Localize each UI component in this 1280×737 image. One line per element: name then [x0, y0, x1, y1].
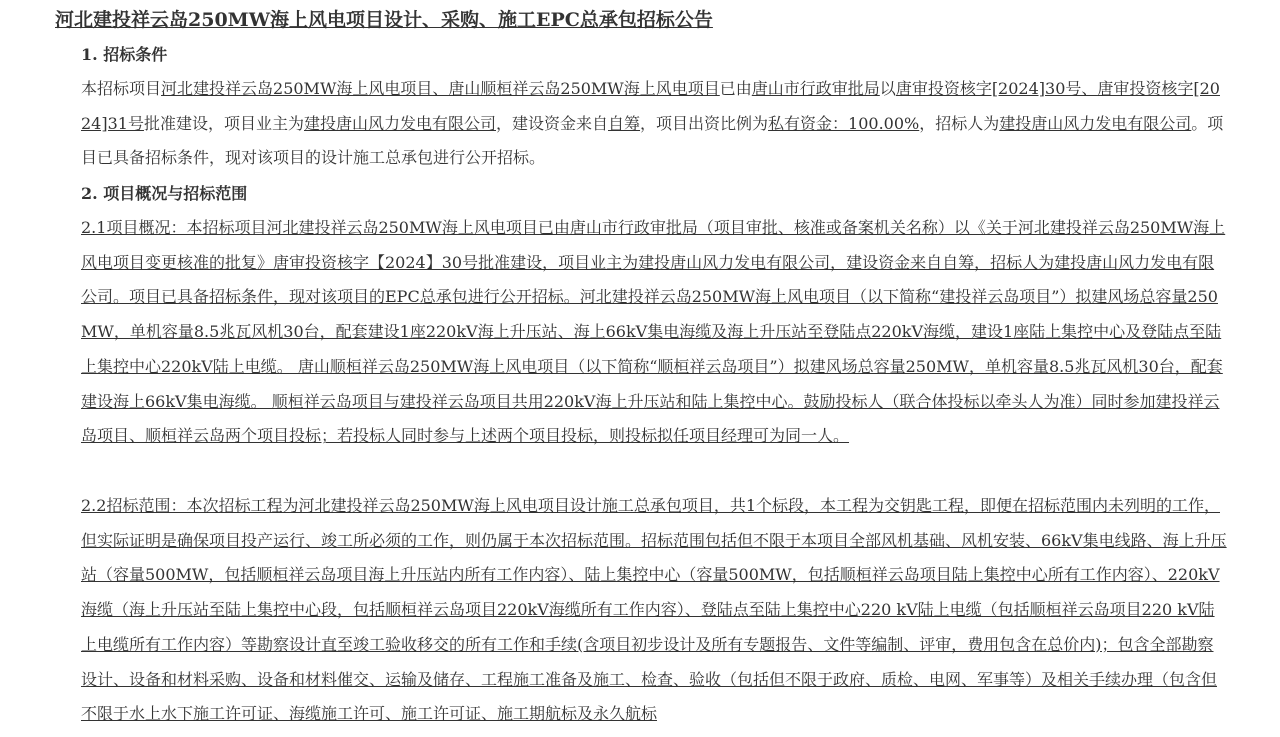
section-1-heading: 1. 招标条件 — [81, 45, 168, 64]
project-name-link: 河北建投祥云岛250MW海上风电项目、唐山顺桓祥云岛250MW海上风电项目 — [161, 79, 720, 98]
funding-source: 自筹 — [608, 113, 641, 133]
page-title: 河北建投祥云岛250MW海上风电项目设计、采购、施工EPC总承包招标公告 — [55, 9, 713, 31]
segment-text: 批准建设，项目业主为 — [143, 113, 304, 133]
segment-text: 以 — [879, 79, 896, 98]
section-2-heading: 2. 项目概况与招标范围 — [81, 184, 248, 203]
segment-text: ，招标人为 — [919, 113, 1000, 133]
segment-text: ，建设资金来自 — [496, 113, 609, 133]
funding-ratio: 私有资金：100.00% — [768, 113, 920, 133]
approval-authority: 唐山市行政审批局 — [751, 79, 880, 98]
project-owner: 建投唐山风力发电有限公司 — [303, 113, 496, 133]
tender-scope-paragraph: 2.2招标范围：本次招标工程为河北建投祥云岛250MW海上风电项目设计施工总承包项目，共1个标段，本工程为交钥匙工程，即便在招标范围内未列明的工作，但实际证明是确保项目投产运行、竣工所必须的工作，则仍属于本次招标范围。招标范围包括但不限于本项目全部风机基础、风机安装、66kV集电线路、海上升压站（容量500MW，包括顺桓祥云岛项目海上升压站内所有工作内容）、陆上集控中心（容量500MW，包括顺桓祥云岛项目陆上集控中心所有工作内容）、220kV海缆（海上升压站至陆上集控中心段，包括顺桓祥云岛项目220kV海缆所有工作内容）、登陆点至陆上集控中心220 kV陆上电缆（包括顺桓祥云岛项目220 kV陆上电缆所有工作内容）等勘察设计直至竣工验收移交的所有工作和手续(含项目初步设计及所有专题报告、文件等编制、评审，费用包含在总价内)；包含全部勘察设计、设备和材料采购、设备和材料催交、运输及储存、工程施工准备及施工、检查、验收（包括但不限于政府、质检、电网、军事等）及相关手续办理（包含但不限于水上水下施工许可证、海缆施工许可、施工许可证、施工期航标及永久航标 — [81, 496, 1227, 724]
segment-text: 本招标项目 — [81, 79, 162, 98]
segment-text: 已由 — [719, 79, 752, 98]
tender-conditions-paragraph — [81, 72, 1227, 176]
segment-text: ，项目出资比例为 — [640, 113, 769, 133]
project-overview-paragraph: 2.1项目概况：本招标项目河北建投祥云岛250MW海上风电项目已由唐山市行政审批局（项目审批、核准或备案机关名称）以《关于河北建投祥云岛250MW海上风电项目变更核准的批复》唐审投资核字【2024】30号批准建设，项目业主为建投唐山风力发电有限公司，建设资金来自自筹，招标人为建投唐山风力发电有限公司。项目已具备招标条件，现对该项目的EPC总承包进行公开招标。河北建投祥云岛250MW海上风电项目（以下简称“建投祥云岛项目”）拟建风场总容量250MW，单机容量8.5兆瓦风机30台，配套建设1座220kV海上升压站、海上66kV集电海缆及海上升压站至登陆点220kV海缆，建设1座陆上集控中心及登陆点至陆上集控中心220kV陆上电缆。 唐山顺桓祥云岛250MW海上风电项目（以下简称“顺桓祥云岛项目”）拟建风场总容量250MW，单机容量8.5兆瓦风机30台，配套建设海上66kV集电海缆。 顺桓祥云岛项目与建投祥云岛项目共用220kV海上升压站和陆上集控中心。鼓励投标人（联合体投标以牵头人为准）同时参加建投祥云岛项目、顺桓祥云岛两个项目投标；若投标人同时参与上述两个项目投标，则投标拟任项目经理可为同一人。 — [81, 218, 1226, 446]
segment-text: 。项目已具备招标条件，现对该项目的设计施工总承包进行公开招标。 — [81, 113, 1224, 168]
tenderer: 建投唐山风力发电有限公司 — [999, 113, 1192, 133]
approval-number: 唐审投资核字[2024]30号、唐审投资核字[2024]31号 — [81, 79, 1220, 133]
